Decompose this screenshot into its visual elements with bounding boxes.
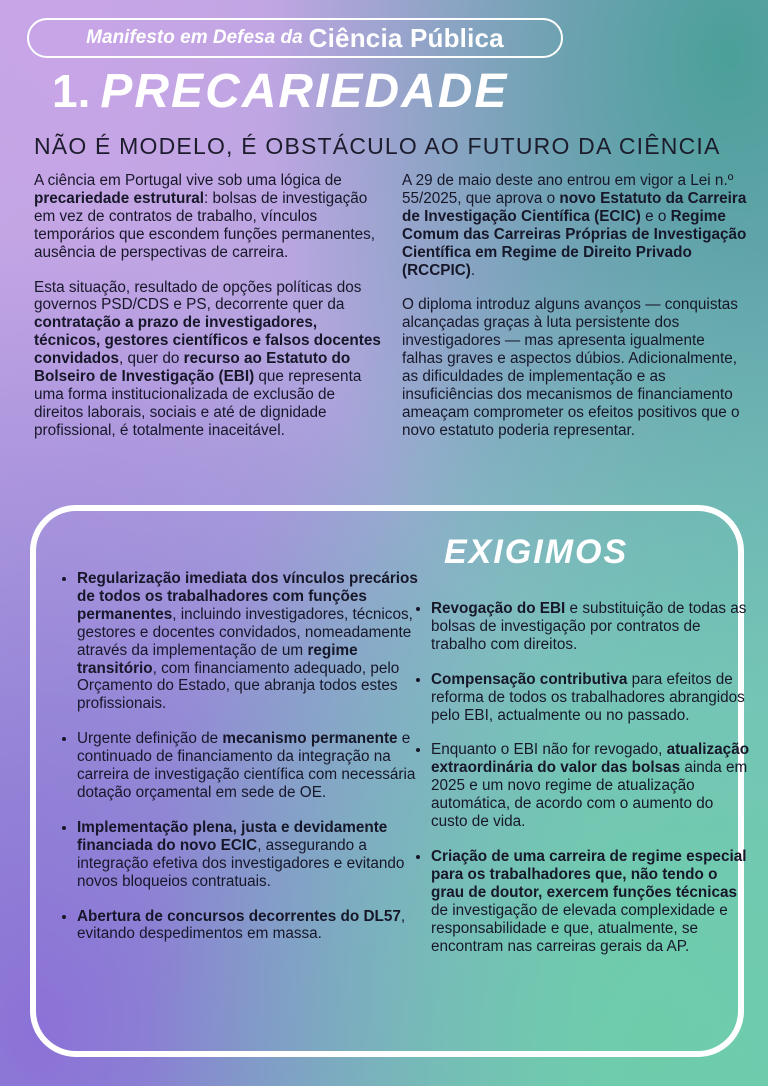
emphasis-text: Compensação contributiva bbox=[431, 670, 628, 688]
emphasis-text: regime transitório bbox=[77, 641, 358, 677]
emphasis-text: novo Estatuto da Carreira de Investigação Científica (ECIC) bbox=[402, 189, 747, 225]
demand-item: • Enquanto o EBI não for revogado, atualização extraordinária do valor das bolsas ainda em 2025 e um novo regime de atualização automática, de acordo com o aumento do custo de vida. bbox=[431, 741, 753, 831]
section-title-word: PRECARIEDADE bbox=[100, 65, 509, 118]
demand-item: • Criação de uma carreira de regime especial para os trabalhadores que, não tendo o grau de doutor, exercem funções técnicas de investigação de elevada complexidade e responsabilidade e que, atualmente, se encontram nas carreiras gerais da AP. bbox=[431, 848, 753, 955]
demands-list-right bbox=[412, 600, 753, 972]
left-paragraph-2: Esta situação, resultado de opções políticas dos governos PSD/CDS e PS, decorrente quer da contratação a prazo de investigadores, técnicos, gestores científicos e falsos docentes convidados, quer do recurso ao Estatuto do Bolseiro de Investigação (EBI) que representa uma forma institucionalizada de exclusão de direitos laborais, sociais e até de dignidade profissional, é totalmente inaceitável. bbox=[34, 278, 381, 439]
demand-item: • Compensação contributiva para efeitos de reforma de todos os trabalhadores abrangidos pelo EBI, actualmente ou no passado. bbox=[431, 671, 753, 725]
demand-item: • Regularização imediata dos vínculos precários de todos os trabalhadores com funções permanentes, incluindo investigadores, técnicos, gestores e docentes convidados, nomeadamente através da implementação de um regime transitório, com financiamento adequado, pelo Orçamento do Estado, que abranja todos estes profissionais. bbox=[77, 570, 423, 713]
header-manifesto-text: Manifesto em Defesa da bbox=[86, 27, 303, 48]
header-ciencia-text: Ciência Pública bbox=[308, 22, 504, 53]
demand-item: • Revogação do EBI e substituição de todas as bolsas de investigação por contratos de trabalho com direitos. bbox=[431, 600, 753, 654]
emphasis-text: recurso ao Estatuto do Bolseiro de Investigação (EBI) bbox=[34, 350, 351, 386]
emphasis-text: contratação a prazo de investigadores, técnicos, gestores científicos e falsos docentes convidados bbox=[34, 314, 381, 368]
demand-item: • Abertura de concursos decorrentes do DL57, evitando despedimentos em massa. bbox=[77, 908, 423, 944]
right-text-column bbox=[402, 172, 749, 440]
emphasis-text: Implementação plena, justa e devidamente financiada do novo ECIC bbox=[77, 818, 388, 854]
emphasis-text: Abertura de concursos decorrentes do DL57 bbox=[77, 907, 401, 925]
left-text-column bbox=[34, 172, 386, 440]
demand-item: • Urgente definição de mecanismo permanente e continuado de financiamento da integração na carreira de investigação científica com necessária dotação orçamental em sede de OE. bbox=[77, 730, 423, 802]
demands-heading: EXIGIMOS bbox=[444, 533, 629, 571]
section-number: 1. bbox=[52, 65, 91, 117]
demand-item: • Implementação plena, justa e devidamente financiada do novo ECIC, assegurando a integração efetiva dos investigadores e evitando novos bloqueios contratuais. bbox=[77, 819, 423, 891]
manifesto-header bbox=[27, 18, 563, 58]
emphasis-text: atualização extraordinária do valor das bolsas bbox=[431, 741, 750, 777]
emphasis-text: Regularização imediata dos vínculos precários de todos os trabalhadores com funções permanentes bbox=[77, 570, 418, 623]
emphasis-text: mecanismo permanente bbox=[222, 730, 398, 748]
right-paragraph-2: O diploma introduz alguns avanços — conquistas alcançadas graças à luta persistente dos investigadores — mas apresenta igualmente falhas graves e aspectos dúbios. Adicionalmente, as dificuldades de implementação e as insuficiências dos mecanismos de financiamento ameaçam comprometer os efeitos positivos que o novo estatuto poderia representar. bbox=[402, 296, 740, 439]
demands-list-left bbox=[58, 570, 423, 960]
emphasis-text: Regime Comum das Carreiras Próprias de Investigação Científica em Regime de Direito Privado (RCCPIC) bbox=[402, 207, 747, 279]
emphasis-text: precariedade estrutural bbox=[34, 189, 205, 207]
section-subtitle: NÃO É MODELO, É OBSTÁCULO AO FUTURO DA CIÊNCIA bbox=[34, 133, 721, 159]
section-title bbox=[52, 64, 508, 122]
left-paragraph-1: A ciência em Portugal vive sob uma lógica de precariedade estrutural: bolsas de investigação em vez de contratos de trabalho, vínculos temporários que escondem funções permanentes, ausência de perspectivas de carreira. bbox=[34, 172, 375, 261]
emphasis-text: Criação de uma carreira de regime especial para os trabalhadores que, não tendo o grau de doutor, exercem funções técnicas bbox=[431, 847, 747, 901]
emphasis-text: Revogação do EBI bbox=[431, 600, 566, 617]
right-paragraph-1: A 29 de maio deste ano entrou em vigor a Lei n.º 55/2025, que aprova o novo Estatuto da Carreira de Investigação Científica (ECIC) e o Regime Comum das Carreiras Próprias de Investigação Científica em Regime de Direito Privado (RCCPIC). bbox=[402, 172, 747, 279]
